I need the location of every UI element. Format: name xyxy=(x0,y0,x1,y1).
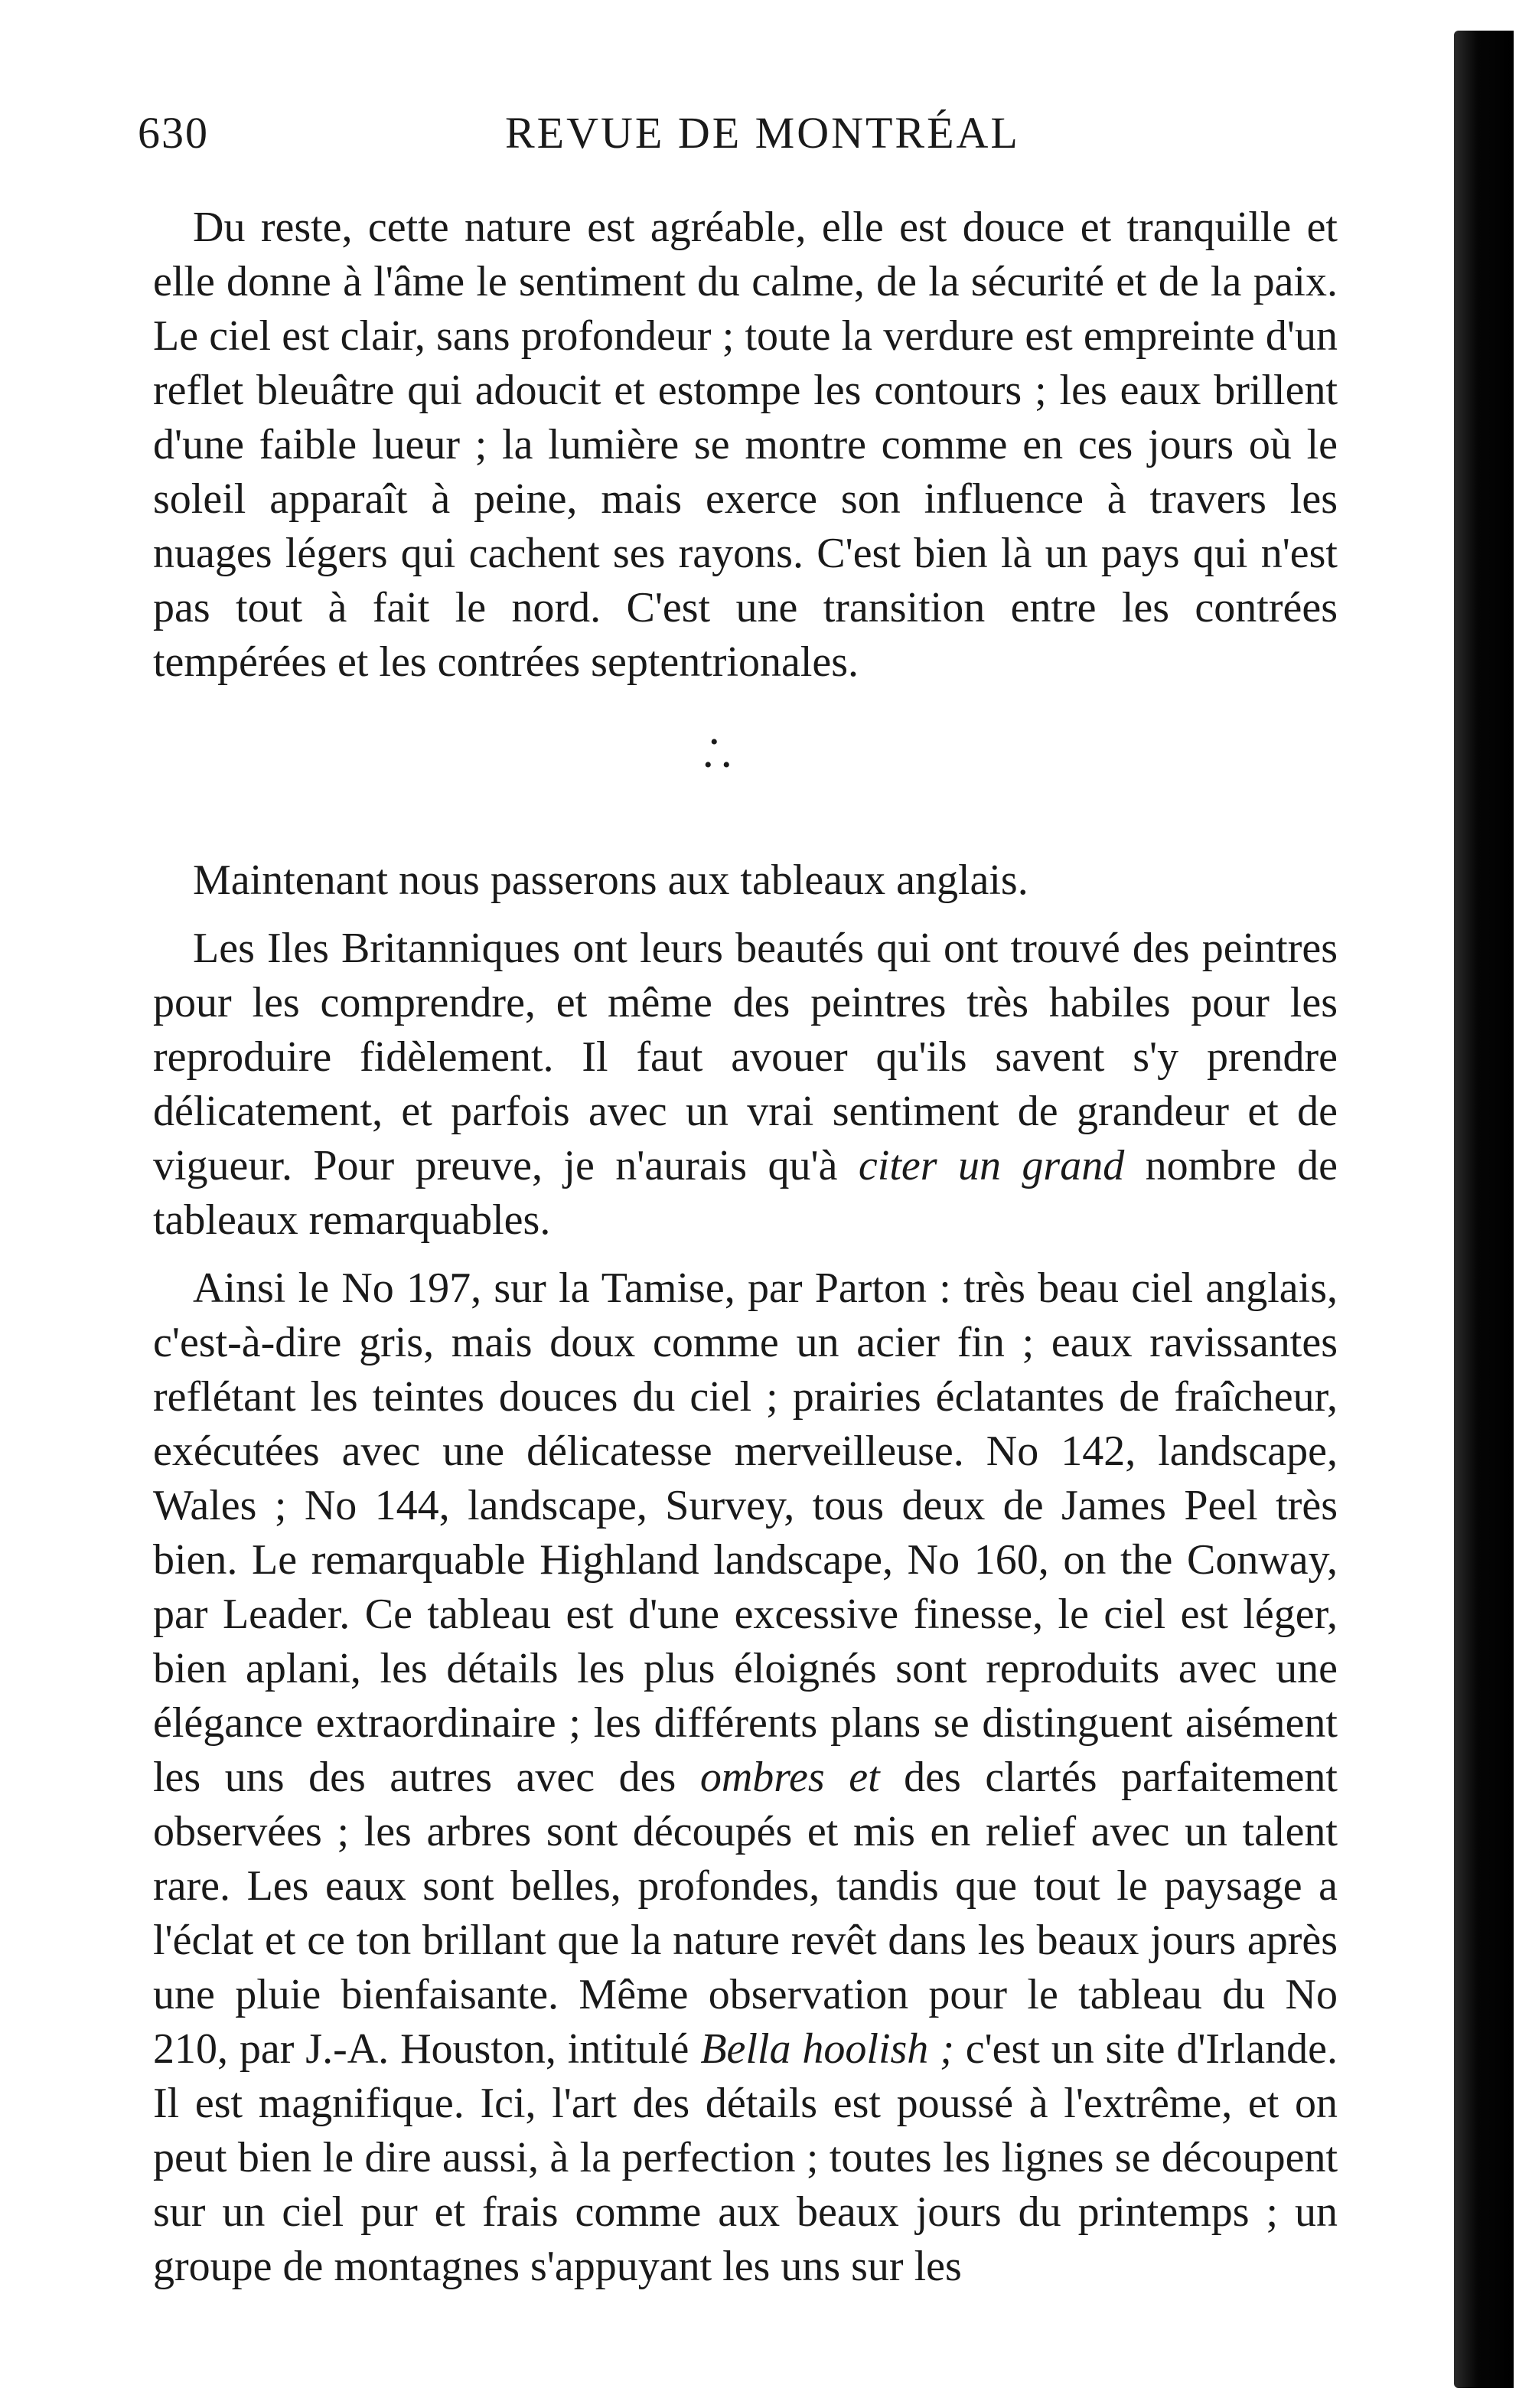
section-break-mark: • xyxy=(710,729,719,755)
text-run: c'est un site d'Irlande. Il est magnifique. Ici, l'art des détails est poussé à l'extrême, et on peut bien le dire aussi, à la perfection ; toutes les lignes se découpent sur un ciel pur et frais comme aux beaux jours du printemps ; un groupe de montagnes s'appuyant les uns sur les xyxy=(153,2025,1338,2290)
text-block-top xyxy=(153,201,1338,690)
section-break xyxy=(689,731,796,792)
italic-run: ombres et xyxy=(699,1754,880,1801)
binding-edge xyxy=(1454,31,1514,2388)
paragraph-paintings xyxy=(153,1261,1338,2294)
text-run: des clartés parfaitement observées ; les arbres sont découpés et mis en relief avec un talent rare. Les eaux sont belles, profondes, tandis que tout le paysage a l'éclat et ce ton brillant que la nature revêt dans les beaux jours après une pluie bienfaisante. Même observation pour le tableau du No 210, par J.-A. Houston, intitulé xyxy=(153,1754,1338,2073)
text-run: nombre de tableaux remarquables. xyxy=(153,1142,1338,1244)
paragraph-british-isles xyxy=(153,922,1338,1248)
italic-run: citer un grand xyxy=(858,1142,1125,1189)
section-break-mark: • xyxy=(704,752,712,778)
text-run: Les Iles Britanniques ont leurs beautés qui ont trouvé des peintres pour les comprendre, et même des peintres très habiles pour les reproduire fidèlement. Il faut avouer qu'ils savent s'y prendre délicatement, et parfois avec un vrai sentiment de grandeur et de vigueur. Pour preuve, je n'aurais qu'à xyxy=(153,925,1338,1189)
section-break-mark: • xyxy=(722,752,731,778)
painting-title: Bella hoolish ; xyxy=(700,2025,954,2073)
text-run: Ainsi le No 197, sur la Tamise, par Parton : très beau ciel anglais, c'est-à-dire gris, mais doux comme un acier fin ; eaux ravissantes reflétant les teintes douces du ciel ; prairies éclatantes de fraîcheur, exécutées avec une délicatesse merveilleuse. No 142, landscape, Wales ; No 144, landscape, Survey, tous deux de James Peel très bien. Le remarquable Highland landscape, No 160, on the Conway, par Leader. Ce tableau est d'une excessive finesse, le ciel est léger, bien aplani, les détails les plus éloignés sont reproduits avec une élégance extraordinaire ; les différents plans se distinguent aisément les uns des autres avec des xyxy=(153,1264,1338,1801)
paragraph-nature: Du reste, cette nature est agréable, elle est douce et tranquille et elle donne à l'âme le sentiment du calme, de la sécurité et de la paix. Le ciel est clair, sans profondeur ; toute la verdure est empreinte d'un reflet bleuâtre qui adoucit et estompe les contours ; les eaux brillent d'une faible lueur ; la lumière se montre comme en ces jours où le soleil apparaît à peine, mais exerce son influence à travers les nuages légers qui cachent ses rayons. C'est bien là un pays qui n'est pas tout à fait le nord. C'est une transition entre les contrées tempérées et les contrées septentrionales. xyxy=(153,204,1338,686)
paragraph-transition: Maintenant nous passerons aux tableaux anglais. xyxy=(193,857,1028,904)
journal-title: REVUE DE MONTRÉAL xyxy=(505,108,1020,158)
text-block-main xyxy=(153,853,1338,2294)
running-head xyxy=(138,107,1362,176)
page-number: 630 xyxy=(138,108,209,158)
